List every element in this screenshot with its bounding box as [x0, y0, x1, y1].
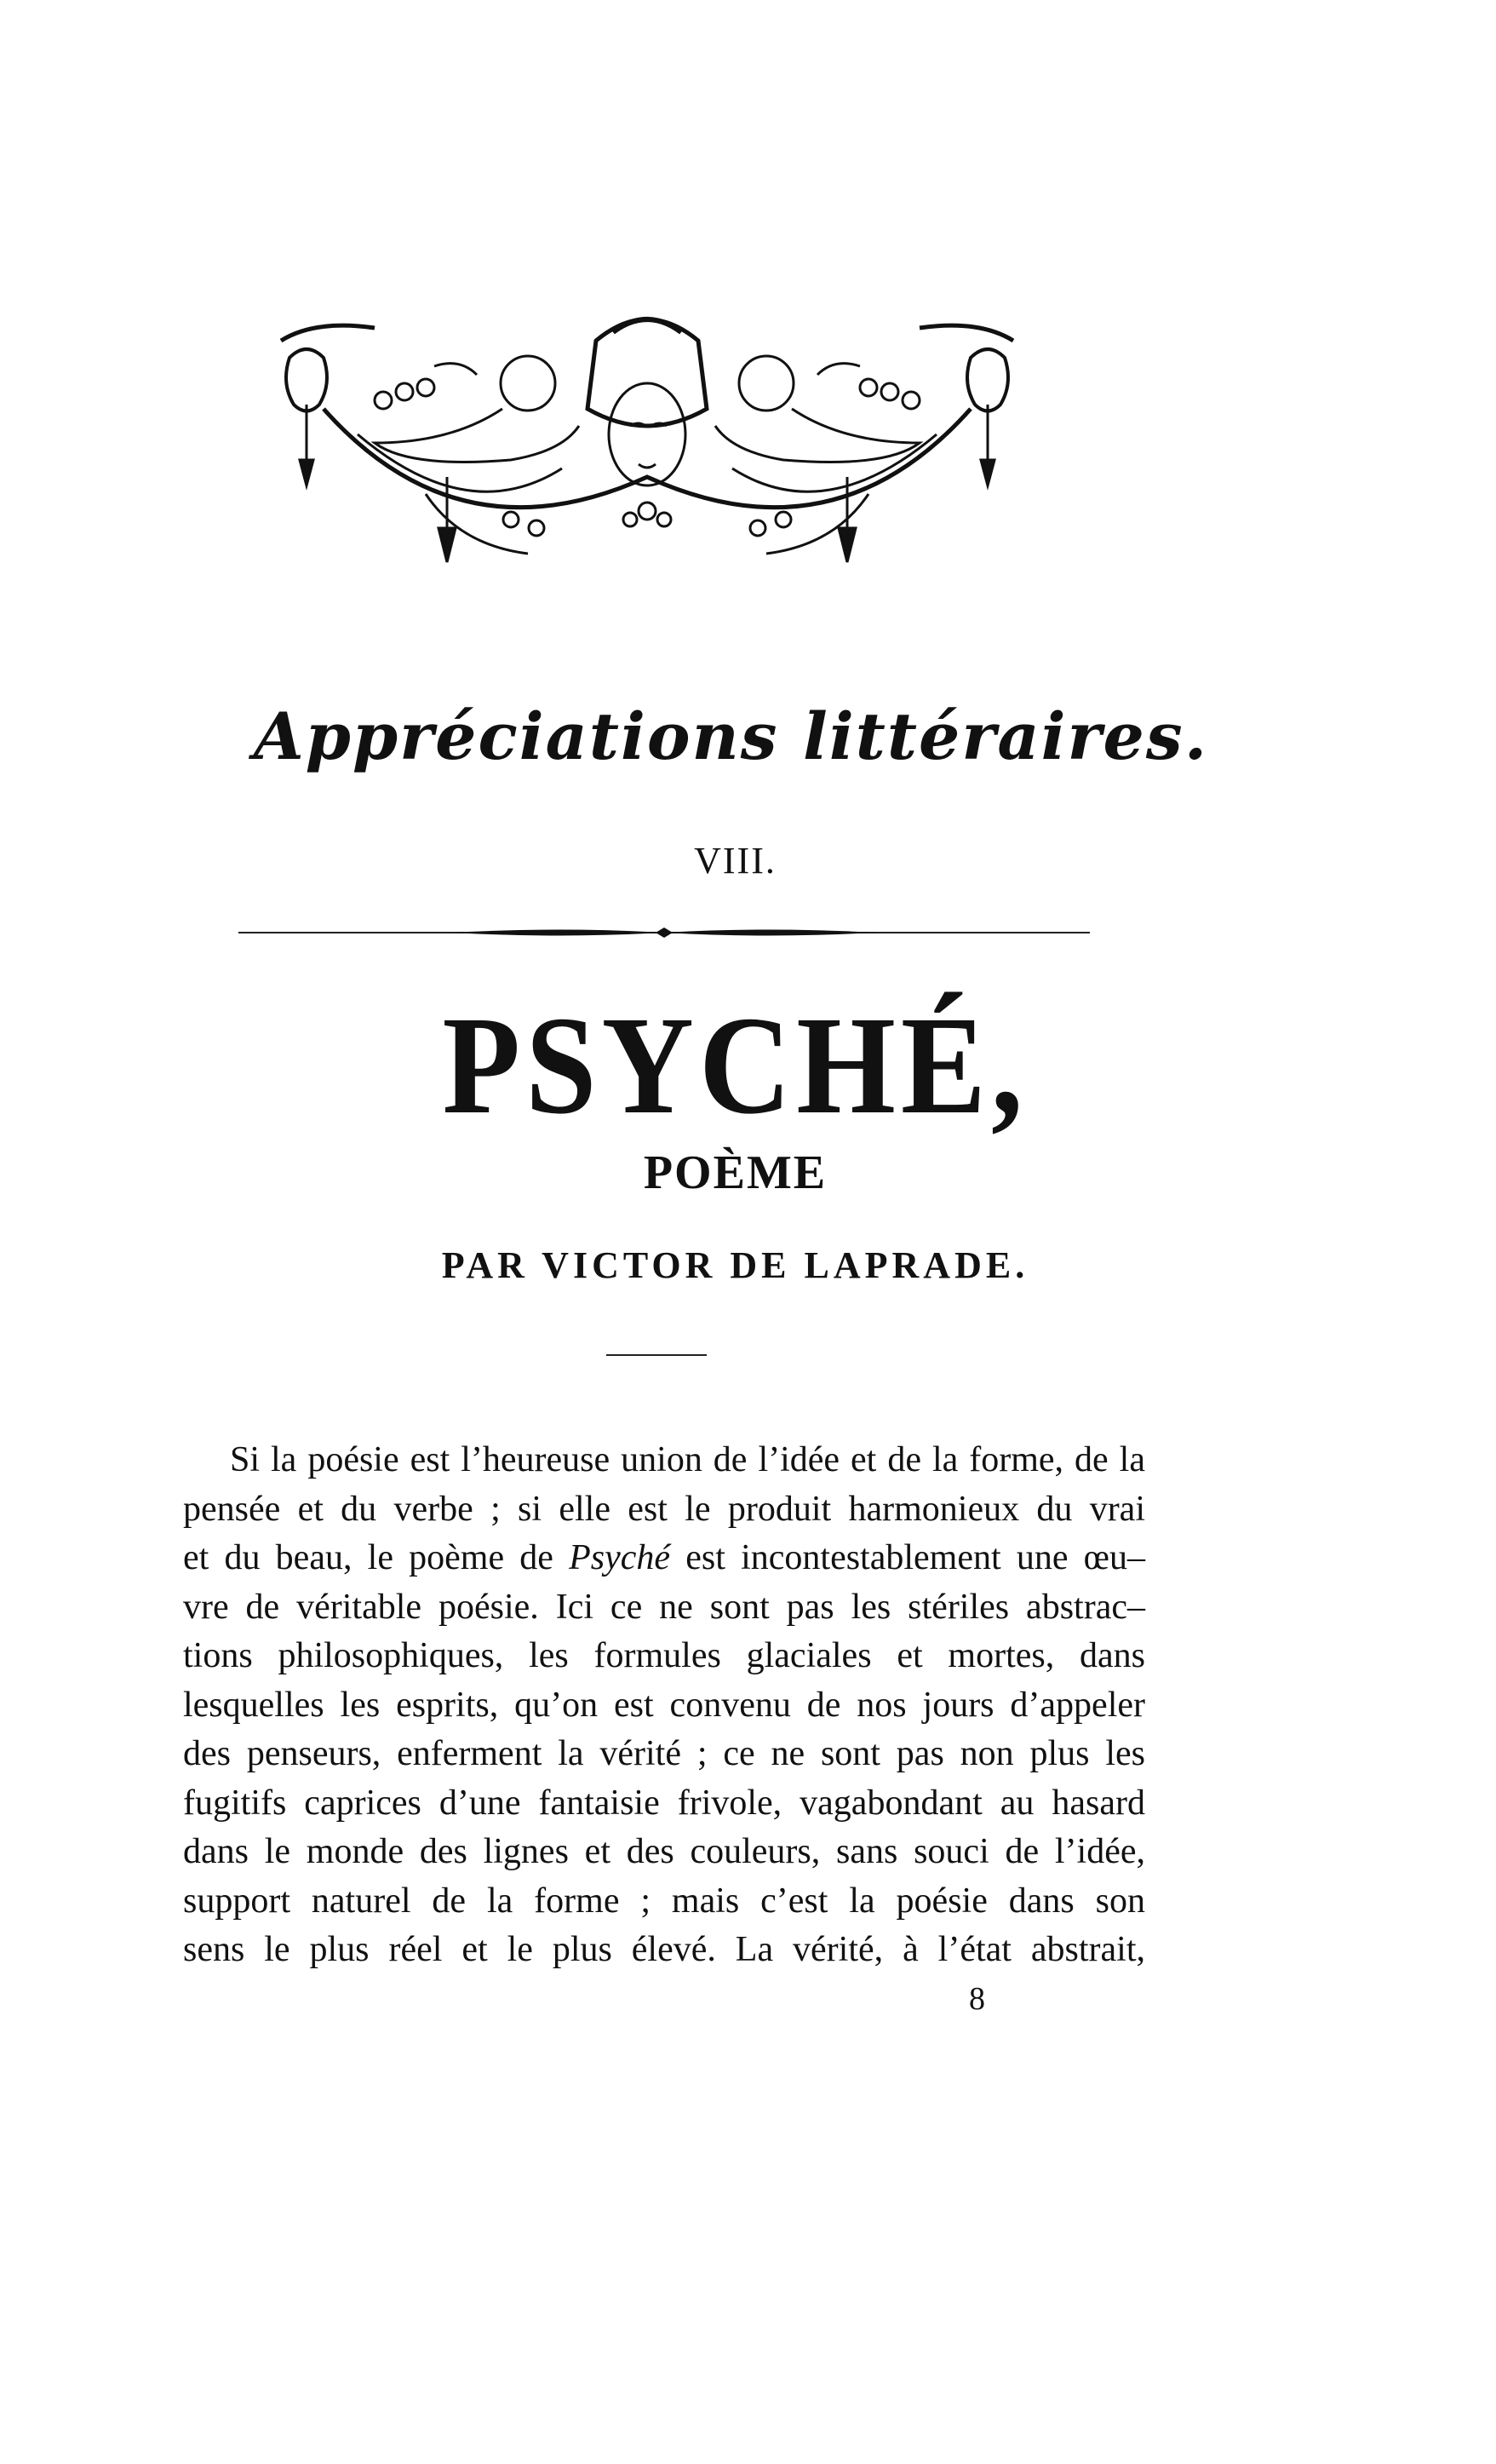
body-line: Si la poésie est l’heureuse union de l’idée et de la forme, de la: [230, 1440, 1145, 1479]
main-title: PSYCHÉ,: [442, 987, 1029, 1144]
body-line: fugitifs caprices d’une fantaisie frivole, vagabondant au hasard: [183, 1783, 1145, 1823]
body-line-start: et du beau, le poème de: [183, 1538, 570, 1577]
ornamental-rule-icon: [238, 920, 1090, 945]
body-line-with-title: [183, 1534, 1145, 1583]
body-line: support naturel de la forme ; mais c’est la poésie dans son: [183, 1881, 1145, 1921]
short-divider: [606, 1354, 707, 1356]
body-text: [183, 1436, 1145, 1975]
section-heading: Appréciations littéraires.: [253, 698, 1209, 774]
body-line-end: est incontestablement une œu–: [670, 1538, 1146, 1577]
subtitle: POÈME: [643, 1146, 828, 1199]
author-line: PAR VICTOR DE LAPRADE.: [441, 1244, 1029, 1286]
italic-title: Psyché: [569, 1538, 671, 1577]
section-number: VIII.: [694, 840, 777, 882]
body-line: des penseurs, enferment la vérité ; ce ne sont pas non plus les: [183, 1734, 1145, 1773]
body-line: tions philosophiques, les formules glaciales et mortes, dans: [183, 1636, 1145, 1675]
body-line: pensée et du verbe ; si elle est le produit harmonieux du vrai: [183, 1489, 1145, 1529]
body-line: dans le monde des lignes et des couleurs, sans souci de l’idée,: [183, 1832, 1145, 1871]
body-line: lesquelles les esprits, qu’on est convenu de nos jours d’appeler: [183, 1685, 1145, 1725]
body-line: sens le plus réel et le plus élevé. La vérité, à l’état abstrait,: [183, 1930, 1145, 1969]
body-line: vre de véritable poésie. Ici ce ne sont pas les stériles abstrac–: [183, 1587, 1145, 1627]
headpiece-ornament-icon: [255, 307, 1039, 588]
page-number: 8: [969, 1981, 985, 2017]
